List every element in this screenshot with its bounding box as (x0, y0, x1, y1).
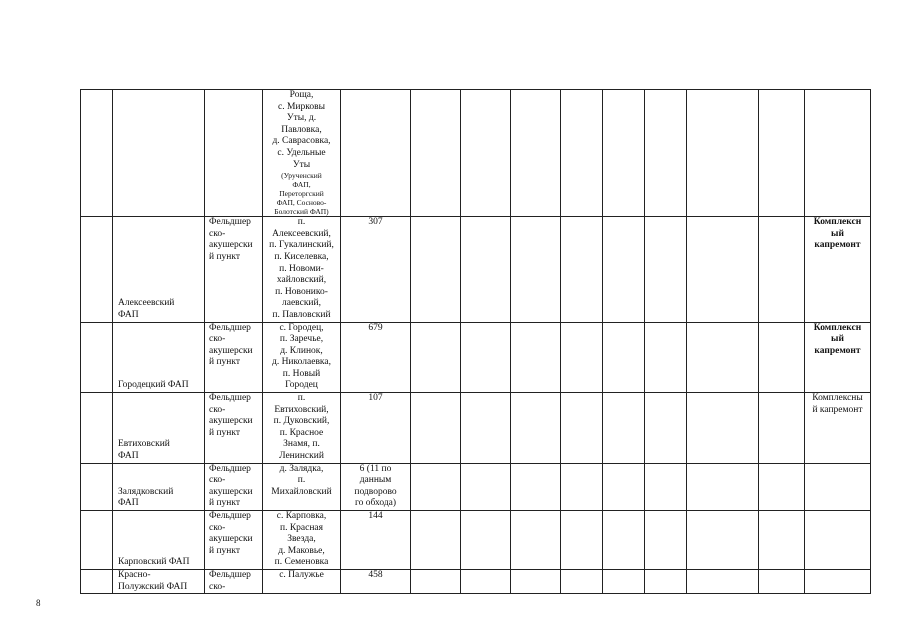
population-cell (341, 393, 411, 464)
empty-cell (461, 569, 511, 593)
cell-line: п. Новонико- (275, 286, 328, 297)
places-cell (263, 511, 341, 570)
cell-line: Знамя, п. (283, 439, 320, 450)
empty-cell (411, 393, 461, 464)
cell-line: п. Павловский (272, 309, 331, 320)
empty-cell (461, 90, 511, 217)
population-cell (341, 217, 411, 322)
empty-cell (81, 511, 113, 570)
empty-cell (687, 393, 759, 464)
empty-cell (511, 90, 561, 217)
cell-line: с. Удельные (277, 147, 326, 158)
cell-line: Фельдшер (209, 393, 251, 404)
cell-line: Городецкий ФАП (118, 380, 189, 391)
empty-cell (645, 90, 687, 217)
facility-type-cell (205, 569, 263, 593)
cell-line: Роща, (289, 90, 314, 100)
cell-line: с. Мирковы (278, 101, 325, 112)
empty-cell (461, 322, 511, 393)
table-row (81, 569, 871, 593)
cell-line: ФАП (118, 451, 139, 462)
cell-line: й пункт (209, 427, 241, 438)
note-cell (805, 511, 871, 570)
cell-line: й пункт (209, 498, 241, 509)
empty-cell (511, 217, 561, 322)
empty-cell (759, 511, 805, 570)
cell-line: п. Новоми- (279, 263, 324, 274)
cell-line: ско- (209, 581, 226, 592)
facility-type-cell (205, 322, 263, 393)
empty-cell (205, 90, 263, 217)
facilities-table (80, 89, 871, 594)
cell-line: п. Гукалинский, (269, 240, 334, 251)
cell-line: 679 (368, 322, 383, 333)
empty-cell (561, 90, 603, 217)
cell-line: с. Карповка, (276, 511, 327, 521)
empty-cell (561, 463, 603, 510)
cell-line: Уты, д. (286, 113, 317, 124)
empty-cell (81, 569, 113, 593)
cell-line: Комплексны (812, 393, 863, 404)
cell-line: Павловка, (281, 124, 322, 135)
note-cell (805, 322, 871, 393)
cell-line: Звезда, (287, 534, 316, 545)
cell-line: п. (297, 475, 306, 486)
places-cell (263, 322, 341, 393)
cell-line: акушерски (209, 416, 253, 427)
cell-line: Фельдшер (209, 322, 251, 333)
cell-line: й пункт (209, 545, 241, 556)
cell-line: (Урученский (281, 171, 322, 181)
empty-cell (759, 569, 805, 593)
empty-cell (511, 569, 561, 593)
cell-line: п. Красное (279, 427, 324, 438)
cell-line: Михайловский (271, 486, 332, 497)
cell-line: акушерски (209, 240, 253, 251)
empty-cell (561, 569, 603, 593)
facility-type-cell (205, 511, 263, 570)
cell-line: акушерски (209, 345, 253, 356)
table-row (81, 90, 871, 217)
cell-line: 144 (368, 511, 383, 521)
cell-line: п. Заречье, (279, 334, 324, 345)
cell-line: Залядковский (118, 486, 174, 497)
page-number: 8 (36, 598, 41, 608)
empty-cell (81, 463, 113, 510)
empty-cell (461, 463, 511, 510)
empty-cell (561, 217, 603, 322)
cell-line: п. (297, 217, 306, 228)
cell-line: лаевский, (282, 298, 321, 309)
empty-cell (561, 322, 603, 393)
facility-type-cell (205, 463, 263, 510)
empty-cell (805, 90, 871, 217)
note-cell (805, 569, 871, 593)
empty-cell (759, 322, 805, 393)
cell-line: ско- (209, 404, 226, 415)
cell-line: п. Семеновка (274, 557, 329, 568)
cell-line: Красно- (118, 569, 151, 580)
population-cell (341, 322, 411, 393)
cell-line: 107 (368, 393, 383, 404)
cell-line: с. Палужье (279, 569, 324, 580)
facility-name-cell (113, 217, 205, 322)
facility-name-cell (113, 511, 205, 570)
facility-name-cell (113, 463, 205, 510)
table-row (81, 463, 871, 510)
cell-line: ФАП, Сосново- (276, 198, 327, 208)
empty-cell (411, 322, 461, 393)
cell-line: д. Савраcовка, (272, 136, 331, 147)
empty-cell (687, 463, 759, 510)
empty-cell (561, 511, 603, 570)
cell-line: Евтиховский (118, 439, 170, 450)
places-cell (263, 217, 341, 322)
empty-cell (81, 322, 113, 393)
cell-line: Городец (285, 380, 318, 391)
empty-cell (687, 511, 759, 570)
empty-cell (411, 569, 461, 593)
cell-line: 307 (368, 217, 383, 228)
cell-line: п. Дуковский, (273, 416, 330, 427)
empty-cell (461, 511, 511, 570)
empty-cell (645, 463, 687, 510)
cell-line: ый (831, 334, 844, 345)
empty-cell (759, 393, 805, 464)
note-cell (805, 217, 871, 322)
empty-cell (645, 322, 687, 393)
cell-line: п. Красная (279, 522, 324, 533)
empty-cell (603, 569, 645, 593)
empty-cell (81, 217, 113, 322)
empty-cell (759, 217, 805, 322)
empty-cell (645, 393, 687, 464)
cell-line: д. Николаевка, (271, 357, 331, 368)
empty-cell (603, 322, 645, 393)
cell-line: Алексеевский (118, 298, 175, 309)
facility-name-cell (113, 393, 205, 464)
cell-line: ско- (209, 522, 226, 533)
cell-line: акушерски (209, 534, 253, 545)
empty-cell (81, 90, 113, 217)
empty-cell (113, 90, 205, 217)
cell-line: Фельдшер (209, 511, 251, 521)
cell-line: 458 (368, 569, 383, 580)
cell-line: Фельдшер (209, 569, 251, 580)
cell-line: го обхода) (354, 498, 397, 509)
cell-line: ско- (209, 334, 226, 345)
population-cell (341, 511, 411, 570)
empty-cell (645, 217, 687, 322)
cell-line: ско- (209, 475, 226, 486)
places-cell (263, 463, 341, 510)
cell-line: д. Маковье, (278, 545, 325, 556)
cell-line: Комплексн (813, 217, 862, 228)
empty-cell (461, 393, 511, 464)
cell-line: п. (297, 393, 306, 404)
empty-cell (81, 393, 113, 464)
cell-line: капремонт (814, 240, 861, 251)
empty-cell (603, 90, 645, 217)
empty-cell (411, 217, 461, 322)
cell-line: акушерски (209, 486, 253, 497)
cell-line: й пункт (209, 251, 241, 262)
note-cell (805, 393, 871, 464)
empty-cell (461, 217, 511, 322)
empty-cell (687, 217, 759, 322)
empty-cell (511, 463, 561, 510)
cell-line: й пункт (209, 357, 241, 368)
table-row (81, 217, 871, 322)
cell-line: Переторгский (279, 189, 324, 199)
cell-line: ско- (209, 228, 226, 239)
empty-cell (561, 393, 603, 464)
empty-cell (687, 569, 759, 593)
places-cell (263, 569, 341, 593)
cell-line: п. Киселевка, (274, 251, 329, 262)
table-row (81, 322, 871, 393)
cell-line: ФАП (118, 498, 139, 509)
facility-name-cell (113, 322, 205, 393)
empty-cell (511, 393, 561, 464)
cell-line: Болотский ФАП) (274, 207, 329, 217)
cell-line: Фельдшер (209, 463, 251, 474)
empty-cell (687, 90, 759, 217)
facility-name-cell (113, 569, 205, 593)
empty-cell (603, 393, 645, 464)
empty-cell (759, 90, 805, 217)
cell-line: д. Залядка, (279, 463, 324, 474)
cell-line: с. Городец, (279, 322, 324, 333)
table-row (81, 511, 871, 570)
cell-line: Уты (292, 159, 311, 170)
cell-line: Фельдшер (209, 217, 251, 228)
empty-cell (411, 463, 461, 510)
cell-line: й капремонт (812, 404, 863, 415)
cell-line: Полужский ФАП (118, 581, 188, 592)
population-cell (341, 569, 411, 593)
facility-type-cell (205, 393, 263, 464)
cell-line: ФАП (118, 309, 139, 320)
empty-cell (603, 511, 645, 570)
note-cell (805, 463, 871, 510)
cell-line: подворово (354, 486, 397, 497)
cell-line: Ленинский (279, 451, 324, 462)
empty-cell (411, 90, 461, 217)
empty-cell (759, 463, 805, 510)
cell-line: 6 (11 по (359, 463, 392, 474)
places-cell (263, 90, 341, 217)
empty-cell (411, 511, 461, 570)
cell-line: д. Клинок, (280, 345, 323, 356)
cell-line: капремонт (814, 345, 861, 356)
table-row (81, 393, 871, 464)
empty-cell (511, 322, 561, 393)
cell-line: Комплексн (813, 322, 862, 333)
empty-cell (687, 322, 759, 393)
population-cell (341, 463, 411, 510)
cell-line: Евтиховский, (274, 404, 329, 415)
cell-line: ый (831, 228, 844, 239)
places-cell (263, 393, 341, 464)
empty-cell (603, 217, 645, 322)
cell-line: Алексеевский, (272, 228, 331, 239)
empty-cell (645, 511, 687, 570)
facility-type-cell (205, 217, 263, 322)
empty-cell (603, 463, 645, 510)
cell-line: Карповский ФАП (118, 557, 190, 568)
empty-cell (511, 511, 561, 570)
empty-cell (645, 569, 687, 593)
cell-line: п. Новый (282, 368, 321, 379)
cell-line: данным (359, 475, 392, 486)
empty-cell (341, 90, 411, 217)
cell-line: ФАП, (292, 180, 311, 190)
cell-line: хайловский, (276, 275, 327, 286)
